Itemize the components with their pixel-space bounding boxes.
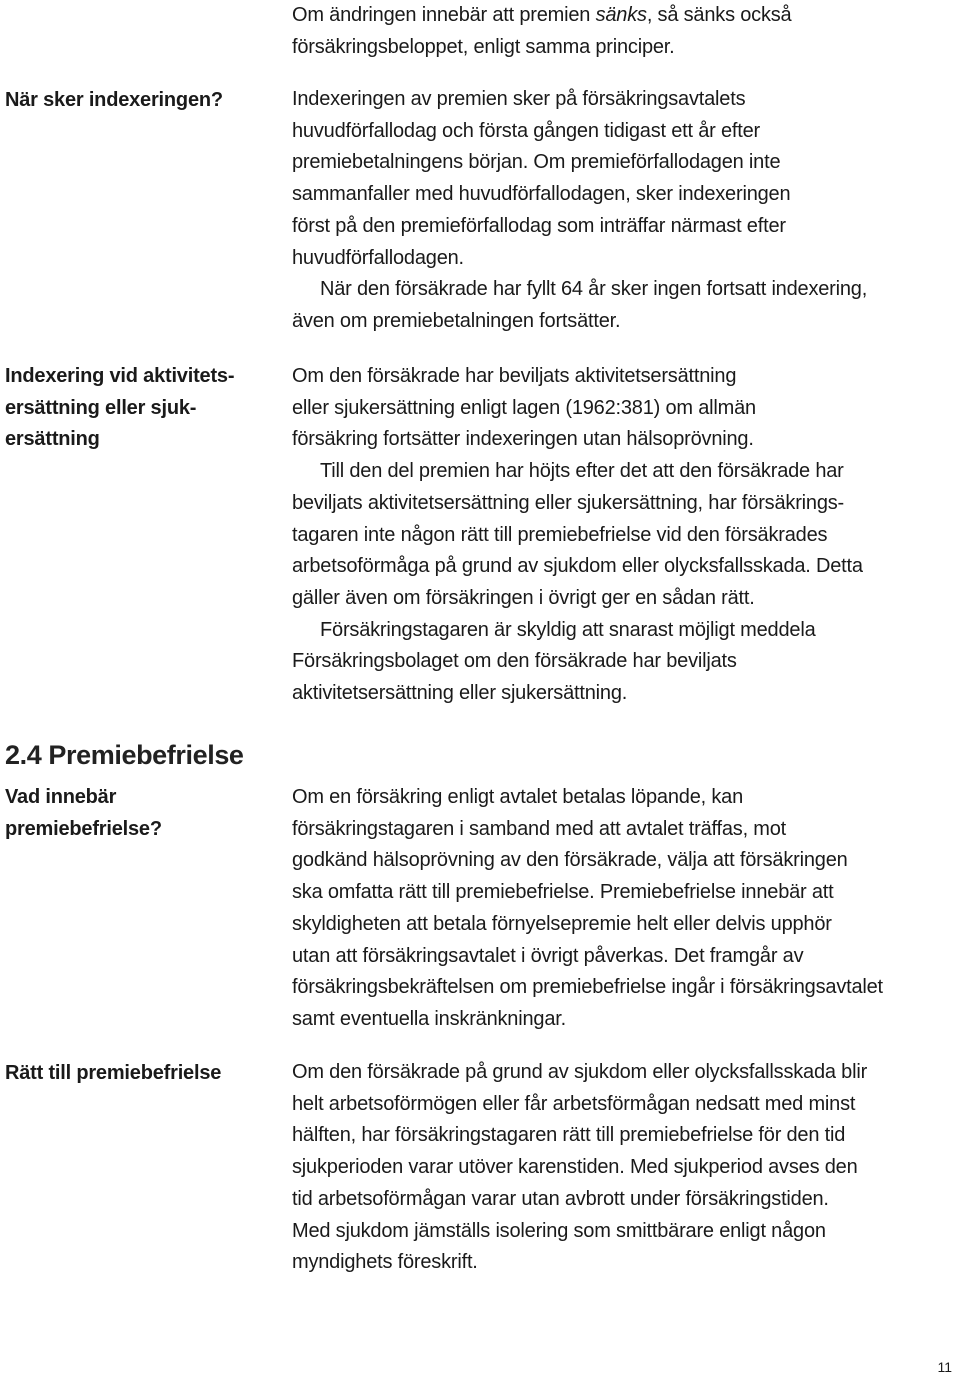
right-to-paragraph (292, 1057, 932, 1279)
side-heading-what-is (5, 782, 267, 845)
indexing-when-paragraph (292, 84, 932, 338)
heading-line: ersättning eller sjuk- (5, 396, 197, 419)
text-line: Med sjukdom jämställs isolering som smittbärare enligt någon (292, 1219, 826, 1242)
section-title: 2.4 Premiebefrielse (5, 740, 244, 770)
text-line: försäkringsbeloppet, enligt samma principer. (292, 35, 675, 58)
text-line: tid arbetsoförmågan varar utan avbrott under försäkringstiden. (292, 1187, 829, 1210)
text-line: försäkringsbekräftelsen om premiebefrielse ingår i försäkringsavtalet (292, 976, 883, 999)
heading-line: premiebefrielse? (5, 817, 162, 840)
side-heading-right-to: Rätt till premiebefrielse (5, 1062, 222, 1084)
text-line: skyldigheten att betala förnyelsepremie helt eller delvis upphör (292, 912, 832, 935)
text-line: först på den premieförfallodag som inträffar närmast efter (292, 214, 786, 237)
text-line: utan att försäkringsavtalet i övrigt påverkas. Det framgår av (292, 944, 804, 967)
side-heading-indexing-when: När sker indexeringen? (5, 89, 223, 111)
text-line: hälften, har försäkringstagaren rätt till premiebefrielse för den tid (292, 1124, 846, 1147)
text-line: helt arbetsoförmögen eller får arbetsförmågan nedsatt med minst (292, 1092, 856, 1115)
text-line: Försäkringsbolaget om den försäkrade har beviljats (292, 650, 737, 673)
text-line: eller sjukersättning enligt lagen (1962:381) om allmän (292, 396, 756, 419)
text-line: tagaren inte någon rätt till premiebefrielse vid den försäkrades (292, 523, 828, 546)
text-line: gäller även om försäkringen i övrigt ger en sådan rätt. (292, 586, 755, 609)
text-line: huvudförfallodag och första gången tidigast ett år efter (292, 119, 760, 142)
page-number: 11 (937, 1359, 952, 1375)
heading-line: Indexering vid aktivitets- (5, 365, 235, 387)
heading-line: Vad innebär (5, 786, 117, 808)
text-line: premiebetalningens början. Om premieförfallodagen inte (292, 151, 781, 174)
text-line: sammanfaller med huvudförfallodagen, sker indexeringen (292, 183, 791, 206)
intro-paragraph (292, 0, 932, 63)
text-line: aktivitetsersättning eller sjukersättning. (292, 682, 628, 705)
text-line: huvudförfallodagen. (292, 246, 464, 269)
text-line: Om den försäkrade på grund av sjukdom eller olycksfallsskada blir (292, 1061, 868, 1083)
text-line: godkänd hälsoprövning av den försäkrade, välja att försäkringen (292, 849, 848, 872)
text-line: Om ändringen innebär att premien sänks, så sänks också (292, 4, 792, 26)
indexing-activity-paragraph (292, 361, 932, 710)
text-line: ska omfatta rätt till premiebefrielse. Premiebefrielse innebär att (292, 881, 834, 904)
heading-line: ersättning (5, 428, 100, 450)
text-line: försäkring fortsätter indexeringen utan hälsoprövning. (292, 428, 754, 451)
text-line: även om premiebetalningen fortsätter. (292, 309, 621, 332)
text-line: myndighets föreskrift. (292, 1251, 478, 1274)
text-line: samt eventuella inskränkningar. (292, 1007, 566, 1030)
what-is-paragraph (292, 782, 932, 1036)
text-line: Försäkringstagaren är skyldig att snarast möjligt meddela (320, 618, 816, 641)
text-line: När den försäkrade har fyllt 64 år sker ingen fortsatt indexering, (320, 278, 868, 301)
text-line: arbetsoförmåga på grund av sjukdom eller olycksfallsskada. Detta (292, 555, 863, 578)
text-line: Om den försäkrade har beviljats aktivitetsersättning (292, 365, 737, 387)
text-line: Till den del premien har höjts efter det att den försäkrade har (320, 460, 844, 483)
text-line: Indexeringen av premien sker på försäkringsavtalets (292, 88, 746, 110)
side-heading-indexing-activity (5, 361, 267, 456)
text-line: beviljats aktivitetsersättning eller sjukersättning, har försäkrings- (292, 491, 845, 514)
text-line: sjukperioden varar utöver karenstiden. Med sjukperiod avses den (292, 1156, 858, 1179)
text-line: försäkringstagaren i samband med att avtalet träffas, mot (292, 817, 787, 840)
emphasis: sänks (595, 4, 647, 26)
text-line: Om en försäkring enligt avtalet betalas löpande, kan (292, 786, 743, 808)
